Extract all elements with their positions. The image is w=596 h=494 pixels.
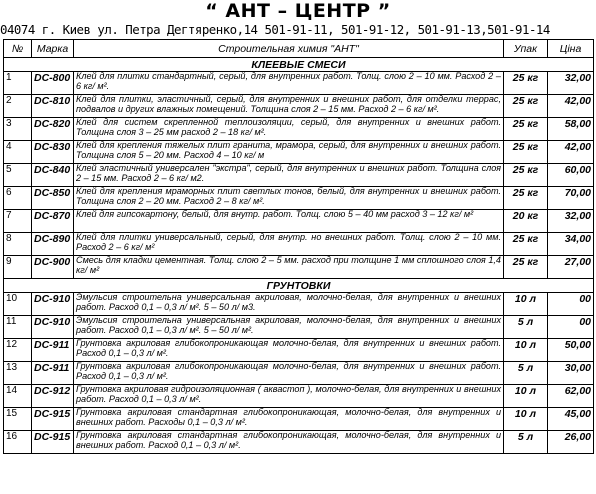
column-header-price: Ціна bbox=[548, 40, 594, 58]
column-header-pack: Упак bbox=[504, 40, 548, 58]
column-header-num: № bbox=[4, 40, 32, 58]
product-price: 00 bbox=[548, 316, 594, 339]
package-size: 20 кг bbox=[504, 210, 548, 233]
row-number: 1 bbox=[4, 72, 32, 95]
product-description: Эмульсия строительна универсальная акриловая, молочно-белая, для внутренних и внешних работ. Расход 0,1 – 0,3 л/ м². 5 – 50 л/ м². bbox=[74, 316, 504, 339]
product-description: Клей эластичный универсален "экстра", серый, для внутренних и внешних работ. Толщина слоя 2 – 15 мм. Расход 2 – 6 кг/ м2. bbox=[74, 164, 504, 187]
product-description: Грунтовка акриловая стандартная глибокопроникающая, молочно-белая, для внутренних и внешних работ. Расход 0,1 – 0,3 л/ м². bbox=[74, 431, 504, 454]
product-price: 45,00 bbox=[548, 408, 594, 431]
row-number: 6 bbox=[4, 187, 32, 210]
table-row bbox=[4, 95, 594, 118]
package-size: 25 кг bbox=[504, 72, 548, 95]
product-description: Грунтовка акриловая гидроизоляционная ( аквастоп ), молочно-белая, для внутренних и внешних работ. Расход 0,1 – 0,3 л/ м². bbox=[74, 385, 504, 408]
table-row bbox=[4, 164, 594, 187]
product-code: DC-800 bbox=[32, 72, 74, 95]
product-code: DC-900 bbox=[32, 256, 74, 279]
row-number: 4 bbox=[4, 141, 32, 164]
table-row bbox=[4, 210, 594, 233]
table-row bbox=[4, 233, 594, 256]
product-price: 30,00 bbox=[548, 362, 594, 385]
table-row bbox=[4, 293, 594, 316]
package-size: 25 кг bbox=[504, 187, 548, 210]
product-description: Клей для плитки стандартный, серый, для внутренних работ. Толщ. слою 2 – 10 мм. Расход 2 – 6 кг/ м². bbox=[74, 72, 504, 95]
product-description: Клей для плитки, эластичный, серый, для внутренних и внешних работ, для отделки террас, подвалов и других влажных помещений. Толщина слоя 2 – 15 мм. Расход 2 – 6 кг/ м². bbox=[74, 95, 504, 118]
price-table bbox=[3, 39, 594, 454]
product-code: DC-830 bbox=[32, 141, 74, 164]
table-row bbox=[4, 316, 594, 339]
product-description: Смесь для кладки цементная. Толщ. слою 2 – 5 мм. расход при толщине 1 мм сплошного слоя 1,4 кг/ м² bbox=[74, 256, 504, 279]
product-code: DC-910 bbox=[32, 316, 74, 339]
package-size: 10 л bbox=[504, 293, 548, 316]
product-description: Клей для плитки универсальный, серый, для внутр. но внешних работ. Толщ. слою 2 – 10 мм. Расход 2 – 6 кг/ м² bbox=[74, 233, 504, 256]
product-code: DC-850 bbox=[32, 187, 74, 210]
product-description: Клей для гипсокартону, белый, для внутр. работ. Толщ. слою 5 – 40 мм расход 3 – 12 кг/ м² bbox=[74, 210, 504, 233]
product-code: DC-840 bbox=[32, 164, 74, 187]
product-price: 70,00 bbox=[548, 187, 594, 210]
product-code: DC-911 bbox=[32, 362, 74, 385]
product-price: 58,00 bbox=[548, 118, 594, 141]
product-price: 32,00 bbox=[548, 72, 594, 95]
product-price: 00 bbox=[548, 293, 594, 316]
row-number: 7 bbox=[4, 210, 32, 233]
product-code: DC-820 bbox=[32, 118, 74, 141]
package-size: 10 л bbox=[504, 408, 548, 431]
product-description: Грунтовка акриловая стандартная глибокопроникающая, молочно-белая, для внутренних и внешних работ. Расходы 0,1 – 0,3 л/ м². bbox=[74, 408, 504, 431]
product-price: 26,00 bbox=[548, 431, 594, 454]
row-number: 13 bbox=[4, 362, 32, 385]
row-number: 15 bbox=[4, 408, 32, 431]
section-title: КЛЕЕВЫЕ СМЕСИ bbox=[4, 58, 594, 72]
package-size: 25 кг bbox=[504, 95, 548, 118]
row-number: 3 bbox=[4, 118, 32, 141]
package-size: 25 кг bbox=[504, 233, 548, 256]
product-description: Грунтовка акриловая глибокопроникающая молочно-белая, для внутренних и внешних работ. Расход 0,1 – 0,3 л/ м². bbox=[74, 362, 504, 385]
product-code: DC-870 bbox=[32, 210, 74, 233]
table-row bbox=[4, 385, 594, 408]
product-code: DC-911 bbox=[32, 339, 74, 362]
product-code: DC-910 bbox=[32, 293, 74, 316]
table-header-row bbox=[4, 40, 594, 58]
section-title: ГРУНТОВКИ bbox=[4, 279, 594, 293]
package-size: 5 л bbox=[504, 362, 548, 385]
package-size: 25 кг bbox=[504, 141, 548, 164]
product-description: Клей для систем скрепленной теплоизоляции, серый, для внутренних и внешних работ. Толщина слоя 3 – 25 мм расход 2 – 18 кг/ м². bbox=[74, 118, 504, 141]
product-code: DC-912 bbox=[32, 385, 74, 408]
product-code: DC-810 bbox=[32, 95, 74, 118]
package-size: 5 л bbox=[504, 316, 548, 339]
product-code: DC-915 bbox=[32, 431, 74, 454]
product-price: 62,00 bbox=[548, 385, 594, 408]
product-price: 27,00 bbox=[548, 256, 594, 279]
table-row bbox=[4, 72, 594, 95]
row-number: 10 bbox=[4, 293, 32, 316]
row-number: 14 bbox=[4, 385, 32, 408]
table-row bbox=[4, 187, 594, 210]
table-row bbox=[4, 118, 594, 141]
table-row bbox=[4, 408, 594, 431]
table-body bbox=[4, 58, 594, 454]
product-description: Грунтовка акриловая глибокопроникающая молочно-белая, для внутренних и внешних работ. Расход 0,1 – 0,3 л/ м². bbox=[74, 339, 504, 362]
package-size: 25 кг bbox=[504, 164, 548, 187]
row-number: 5 bbox=[4, 164, 32, 187]
product-price: 60,00 bbox=[548, 164, 594, 187]
company-address: 04074 г. Киев ул. Петра Дегтяренко,14 501-91-11, 501-91-12, 501-91-13,501-91-14 bbox=[0, 22, 550, 37]
product-price: 32,00 bbox=[548, 210, 594, 233]
table-row bbox=[4, 141, 594, 164]
package-size: 10 л bbox=[504, 339, 548, 362]
product-price: 42,00 bbox=[548, 95, 594, 118]
product-price: 42,00 bbox=[548, 141, 594, 164]
package-size: 25 кг bbox=[504, 118, 548, 141]
page-title: “ АНТ – ЦЕНТР ” bbox=[205, 0, 391, 22]
table-row bbox=[4, 362, 594, 385]
product-price: 34,00 bbox=[548, 233, 594, 256]
product-price: 50,00 bbox=[548, 339, 594, 362]
package-size: 5 л bbox=[504, 431, 548, 454]
table-row bbox=[4, 339, 594, 362]
row-number: 11 bbox=[4, 316, 32, 339]
product-description: Клей для крепления мраморных плит светлых тонов, белый, для внутренних и внешних работ. Толщина слоя 2 – 20 мм. Расход 2 – 8 кг/ м². bbox=[74, 187, 504, 210]
package-size: 10 л bbox=[504, 385, 548, 408]
table-row bbox=[4, 256, 594, 279]
column-header-code: Марка bbox=[32, 40, 74, 58]
section-row bbox=[4, 58, 594, 72]
column-header-name: Строительная химия "АНТ" bbox=[74, 40, 504, 58]
row-number: 2 bbox=[4, 95, 32, 118]
package-size: 25 кг bbox=[504, 256, 548, 279]
row-number: 9 bbox=[4, 256, 32, 279]
row-number: 16 bbox=[4, 431, 32, 454]
product-code: DC-890 bbox=[32, 233, 74, 256]
row-number: 12 bbox=[4, 339, 32, 362]
section-row bbox=[4, 279, 594, 293]
table-row bbox=[4, 431, 594, 454]
row-number: 8 bbox=[4, 233, 32, 256]
product-description: Клей для крепления тяжелых плит гранита, мрамора, серый, для внутренних и внешних работ. Толщина слоя 5 – 20 мм. Расход 4 – 10 кг/ м bbox=[74, 141, 504, 164]
product-description: Эмульсия строительна универсальная акриловая, молочно-белая, для внутренних и внешних работ. Расход 0,1 – 0,3 л/ м². 5 – 50 л/ м3. bbox=[74, 293, 504, 316]
product-code: DC-915 bbox=[32, 408, 74, 431]
